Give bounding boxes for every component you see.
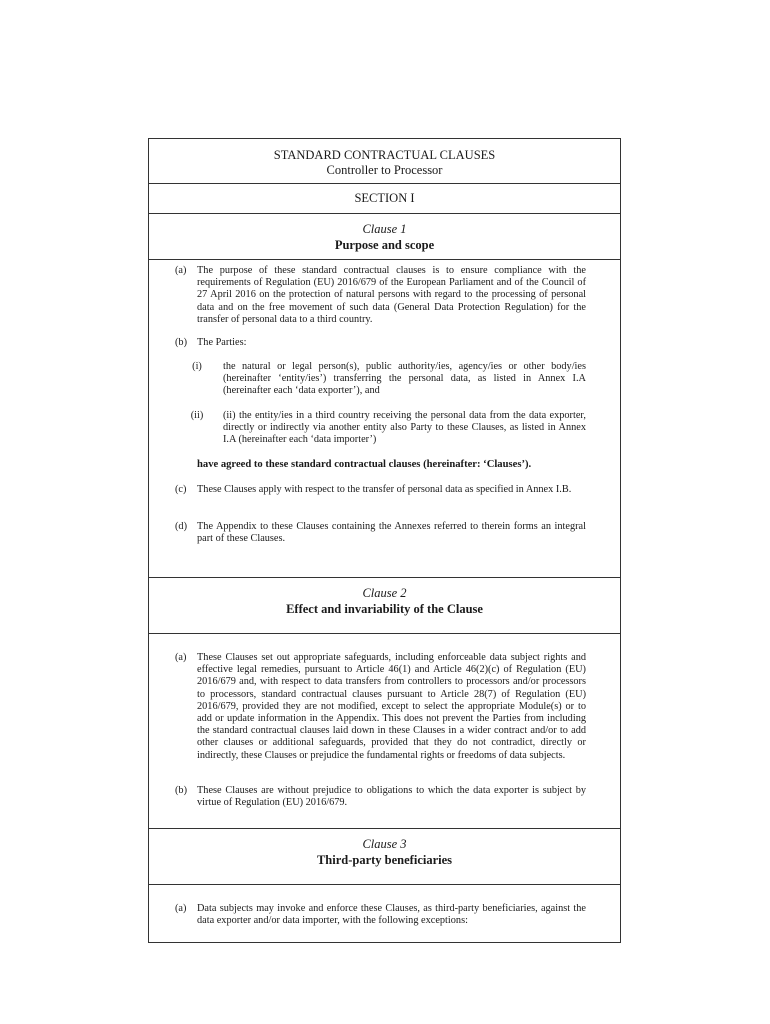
clause3-heading-row	[149, 828, 620, 885]
paragraph-text: Data subjects may invoke and enforce these Clauses, as third-party beneficiaries, against the data exporter and/or data importer, with the following exceptions:	[197, 903, 586, 927]
item-label: (ii)	[190, 410, 204, 421]
clause2-paragraph-a	[175, 652, 586, 762]
paragraph-label: (c)	[175, 484, 187, 495]
clause1-agreement-statement: have agreed to these standard contractual clauses (hereinafter: ‘Clauses’).	[197, 459, 532, 470]
clause2-paragraph-b	[175, 785, 586, 809]
paragraph-text: The purpose of these standard contractual clauses is to ensure compliance with the requirements of Regulation (EU) 2016/679 of the European Parliament and of the Council of 27 April 2016 on the protection of natural persons with regard to the processing of personal data and on the free movement of such data (General Data Protection Regulation) for the transfer of personal data to a third country.	[197, 265, 586, 325]
clause1-paragraph-c	[175, 484, 586, 496]
section-row	[149, 183, 620, 214]
clause2-heading: Effect and invariability of the Clause	[286, 602, 483, 616]
paragraph-label: (d)	[175, 521, 188, 532]
clause1-paragraph-b	[175, 337, 586, 349]
item-label: (i)	[192, 361, 202, 372]
paragraph-text: The Appendix to these Clauses containing the Annexes referred to therein forms an integral part of these Clauses.	[197, 521, 586, 545]
title-row	[149, 139, 620, 183]
paragraph-label: (a)	[175, 265, 187, 276]
clause1-number: Clause 1	[362, 222, 407, 236]
clauses-document-frame	[148, 138, 621, 943]
paragraph-text: The Parties:	[197, 337, 247, 348]
item-text: the natural or legal person(s), public authority/ies, agency/ies or other body/ies (hereinafter ‘entity/ies’) transferring the personal data, as listed in Annex I.A (hereinafter each ‘data exporter’), and	[223, 361, 586, 397]
clause1-body	[149, 259, 620, 578]
clause3-heading: Third-party beneficiaries	[316, 853, 453, 867]
clause2-number: Clause 2	[362, 586, 407, 600]
clause3-body	[149, 884, 620, 943]
section-heading: SECTION I	[354, 191, 415, 205]
clause1-heading: Purpose and scope	[334, 238, 435, 252]
paragraph-label: (b)	[175, 337, 188, 348]
item-text: (ii) the entity/ies in a third country receiving the personal data from the data exporter, directly or indirectly via another entity also Party to these Clauses, as listed in Annex I.A (hereinafter each ‘data importer’)	[223, 410, 586, 446]
document-subtitle: Controller to Processor	[326, 163, 443, 177]
clause1-paragraph-a	[175, 265, 586, 326]
paragraph-label: (a)	[175, 903, 187, 914]
paragraph-text: These Clauses set out appropriate safeguards, including enforceable data subject rights and effective legal remedies, pursuant to Article 46(1) and Article 46(2)(c) of Regulation (EU) 2016/679 and, with respect to data transfers from controllers to processors and/or processors to processors, standard contractual clauses pursuant to Article 28(7) of Regulation (EU) 2016/679, provided they are not modified, except to select the appropriate Module(s) or to add or update information in the Appendix. This does not prevent the Parties from including the standard contractual clauses laid down in these Clauses in a wider contract and/or to add other clauses or additional safeguards, provided that they do not contradict, directly or indirectly, these Clauses or prejudice the fundamental rights or freedoms of data subjects.	[197, 652, 586, 761]
clause1-item-i	[185, 361, 586, 398]
paragraph-text: These Clauses are without prejudice to obligations to which the data exporter is subject by virtue of Regulation (EU) 2016/679.	[197, 785, 586, 809]
paragraph-label: (b)	[175, 785, 188, 796]
clause1-item-ii	[185, 410, 586, 447]
paragraph-text: These Clauses apply with respect to the transfer of personal data as specified in Annex I.B.	[197, 484, 572, 495]
clause2-body	[149, 633, 620, 829]
clause3-number: Clause 3	[362, 837, 407, 851]
paragraph-label: (a)	[175, 652, 187, 663]
clause1-paragraph-d	[175, 521, 586, 545]
clause2-heading-row	[149, 577, 620, 634]
document-title: STANDARD CONTRACTUAL CLAUSES	[273, 148, 496, 162]
clause3-paragraph-a	[175, 903, 586, 927]
clause1-heading-row	[149, 213, 620, 260]
